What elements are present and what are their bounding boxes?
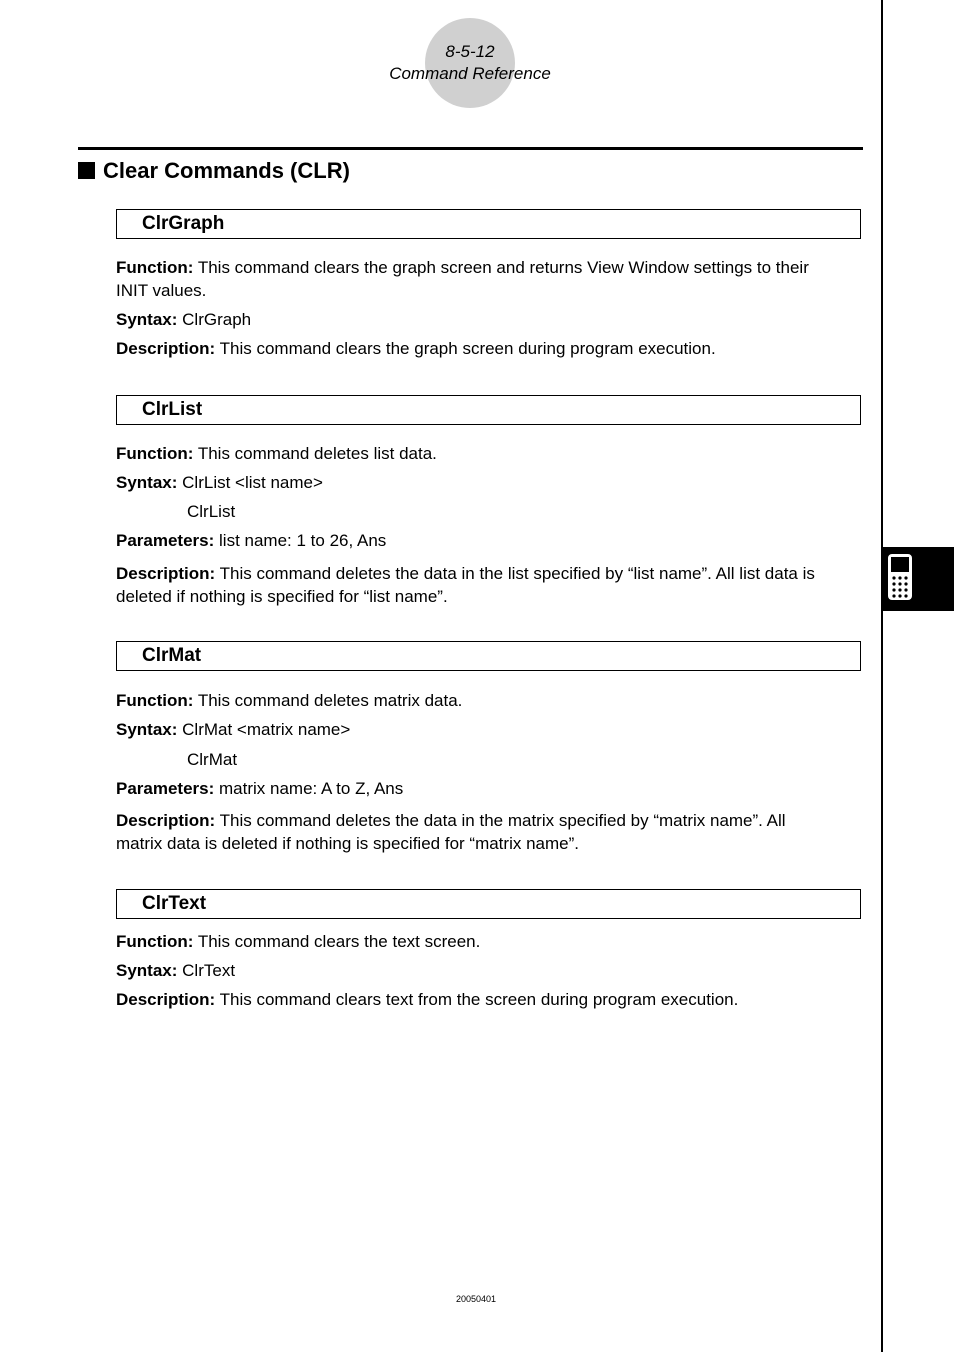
syntax-alt: ClrMat <box>187 750 238 769</box>
page-number: 8-5-12 <box>445 42 495 61</box>
syntax-text: ClrMat <matrix name> <box>182 720 351 739</box>
description-label: Description: <box>116 990 216 1009</box>
description-text: This command clears text from the screen during program execution. <box>219 990 739 1009</box>
command-header-clrlist <box>116 395 861 425</box>
syntax-label: Syntax: <box>116 720 178 739</box>
syntax-line <box>116 308 866 331</box>
syntax-label: Syntax: <box>116 961 178 980</box>
header-circle <box>425 18 515 108</box>
description-line-cont: deleted if nothing is specified for “list name”. <box>116 587 448 606</box>
command-name: ClrList <box>142 399 203 420</box>
syntax-text: ClrList <list name> <box>182 473 323 492</box>
parameters-label: Parameters: <box>116 779 215 798</box>
command-header-clrgraph <box>116 209 861 239</box>
function-line <box>116 442 866 465</box>
function-label: Function: <box>116 444 194 463</box>
page-right-rule <box>881 0 883 1352</box>
square-bullet-icon <box>78 162 95 179</box>
description-text: This command deletes the data in the matrix specified by “matrix name”. All <box>219 811 786 830</box>
function-line-cont: INIT values. <box>116 281 207 300</box>
section-rule <box>78 147 863 150</box>
description-text: This command clears the graph screen during program execution. <box>219 339 716 358</box>
syntax-alt: ClrList <box>187 502 236 521</box>
function-label: Function: <box>116 258 194 277</box>
function-text: This command deletes list data. <box>197 444 437 463</box>
command-name: ClrGraph <box>142 213 225 234</box>
description-line-cont: matrix data is deleted if nothing is specified for “matrix name”. <box>116 834 579 853</box>
calculator-icon <box>887 553 913 601</box>
syntax-text: ClrText <box>182 961 236 980</box>
function-text: This command clears the graph screen and returns View Window settings to their <box>197 258 809 277</box>
syntax-line <box>116 718 866 741</box>
function-label: Function: <box>116 932 194 951</box>
description-line <box>116 988 866 1011</box>
command-name: ClrText <box>142 893 207 914</box>
description-line <box>116 809 866 832</box>
function-text: This command clears the text screen. <box>197 932 481 951</box>
description-label: Description: <box>116 811 216 830</box>
command-header-clrmat <box>116 641 861 671</box>
parameters-label: Parameters: <box>116 531 215 550</box>
parameters-line <box>116 529 866 552</box>
section-title <box>78 158 350 184</box>
function-line <box>116 689 866 712</box>
command-header-clrtext <box>116 889 861 919</box>
syntax-label: Syntax: <box>116 310 178 329</box>
function-label: Function: <box>116 691 194 710</box>
syntax-line <box>116 471 866 494</box>
syntax-line <box>116 959 866 982</box>
description-text: This command deletes the data in the list specified by “list name”. All list data is <box>219 564 815 583</box>
footer-code: 20050401 <box>455 1294 497 1304</box>
syntax-text: ClrGraph <box>182 310 252 329</box>
description-label: Description: <box>116 339 216 358</box>
section-title-text: Clear Commands (CLR) <box>103 158 350 183</box>
command-name: ClrMat <box>142 645 202 666</box>
function-line <box>116 256 866 279</box>
chapter-tab <box>883 547 954 611</box>
description-line <box>116 337 866 360</box>
function-line <box>116 930 866 953</box>
function-text: This command deletes matrix data. <box>197 691 463 710</box>
description-line <box>116 562 866 585</box>
page-subtitle: Command Reference <box>389 64 551 83</box>
syntax-label: Syntax: <box>116 473 178 492</box>
parameters-line <box>116 777 866 800</box>
parameters-text: list name: 1 to 26, Ans <box>219 531 387 550</box>
parameters-text: matrix name: A to Z, Ans <box>219 779 404 798</box>
description-label: Description: <box>116 564 216 583</box>
